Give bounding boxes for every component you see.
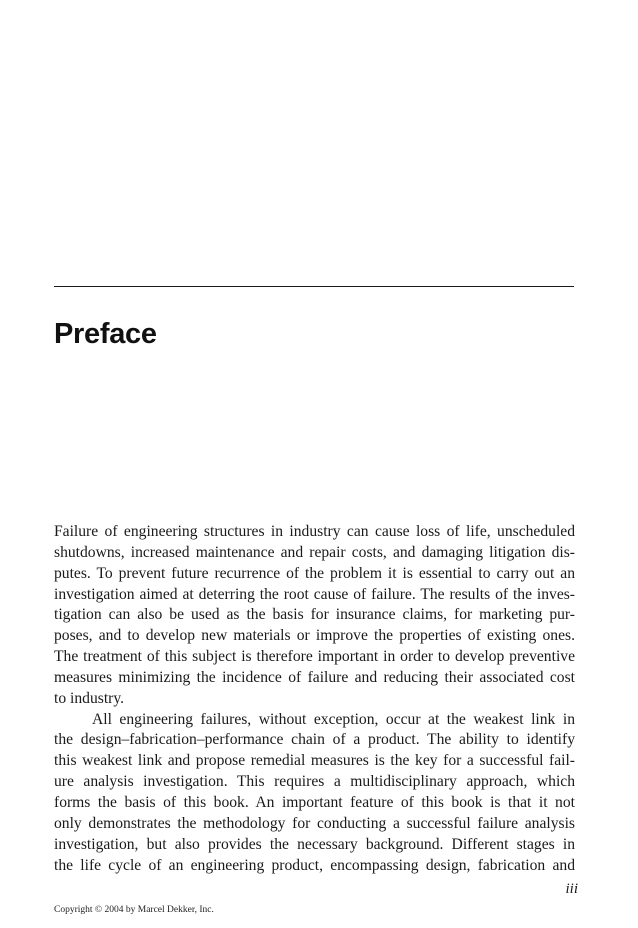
text-line: putes. To prevent future recurrence of the problem it is essential to carry out an — [54, 564, 575, 582]
text-line: The treatment of this subject is therefore important in order to develop preventive — [54, 648, 575, 666]
title-rule — [54, 286, 574, 287]
text-line: only demonstrates the methodology for conducting a successful failure analysis — [54, 814, 575, 832]
text-line: this weakest link and propose remedial measures is the key for a successful fail- — [54, 752, 575, 770]
text-line: shutdowns, increased maintenance and repair costs, and damaging litigation dis- — [54, 543, 575, 561]
text-line: investigation aimed at deterring the root cause of failure. The results of the inves- — [54, 585, 575, 603]
page-title: Preface — [54, 318, 157, 350]
text-line: forms the basis of this book. An important feature of this book is that it not — [54, 793, 575, 811]
text-line: the life cycle of an engineering product, encompassing design, fabrication and — [54, 856, 575, 874]
page-number: iii — [565, 881, 578, 897]
text-line: investigation, but also provides the necessary background. Different stages in — [54, 835, 575, 853]
text-line: measures minimizing the incidence of failure and reducing their associated cost — [54, 668, 575, 686]
text-line: tigation can also be used as the basis for insurance claims, for marketing pur- — [54, 606, 575, 624]
text-line: to industry. — [54, 689, 125, 707]
text-line: ure analysis investigation. This requires a multidisciplinary approach, which — [54, 773, 575, 791]
text-line: All engineering failures, without exception, occur at the weakest link in — [92, 710, 575, 728]
text-line: the design–fabrication–performance chain of a product. The ability to identify — [54, 731, 575, 749]
text-line: poses, and to develop new materials or improve the properties of existing ones. — [54, 627, 575, 645]
preface-body — [54, 522, 575, 876]
text-line: Failure of engineering structures in industry can cause loss of life, unscheduled — [54, 523, 575, 540]
copyright-notice: Copyright © 2004 by Marcel Dekker, Inc. — [54, 905, 214, 915]
